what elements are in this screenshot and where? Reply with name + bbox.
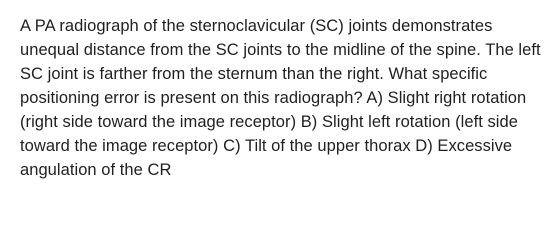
question-text: A PA radiograph of the sternoclavicular (SC) joints demonstrates unequal distance from the SC joints to the midline of the spine. The left SC joint is farther from the sternum than the right. What specific positioning error is present on this radiograph? A) Slight right rotation (right side toward the image receptor) B) Slight left rotation (left side toward the image receptor) C) Tilt of the upper thorax D) Excessive angulation of the CR <box>20 17 541 179</box>
